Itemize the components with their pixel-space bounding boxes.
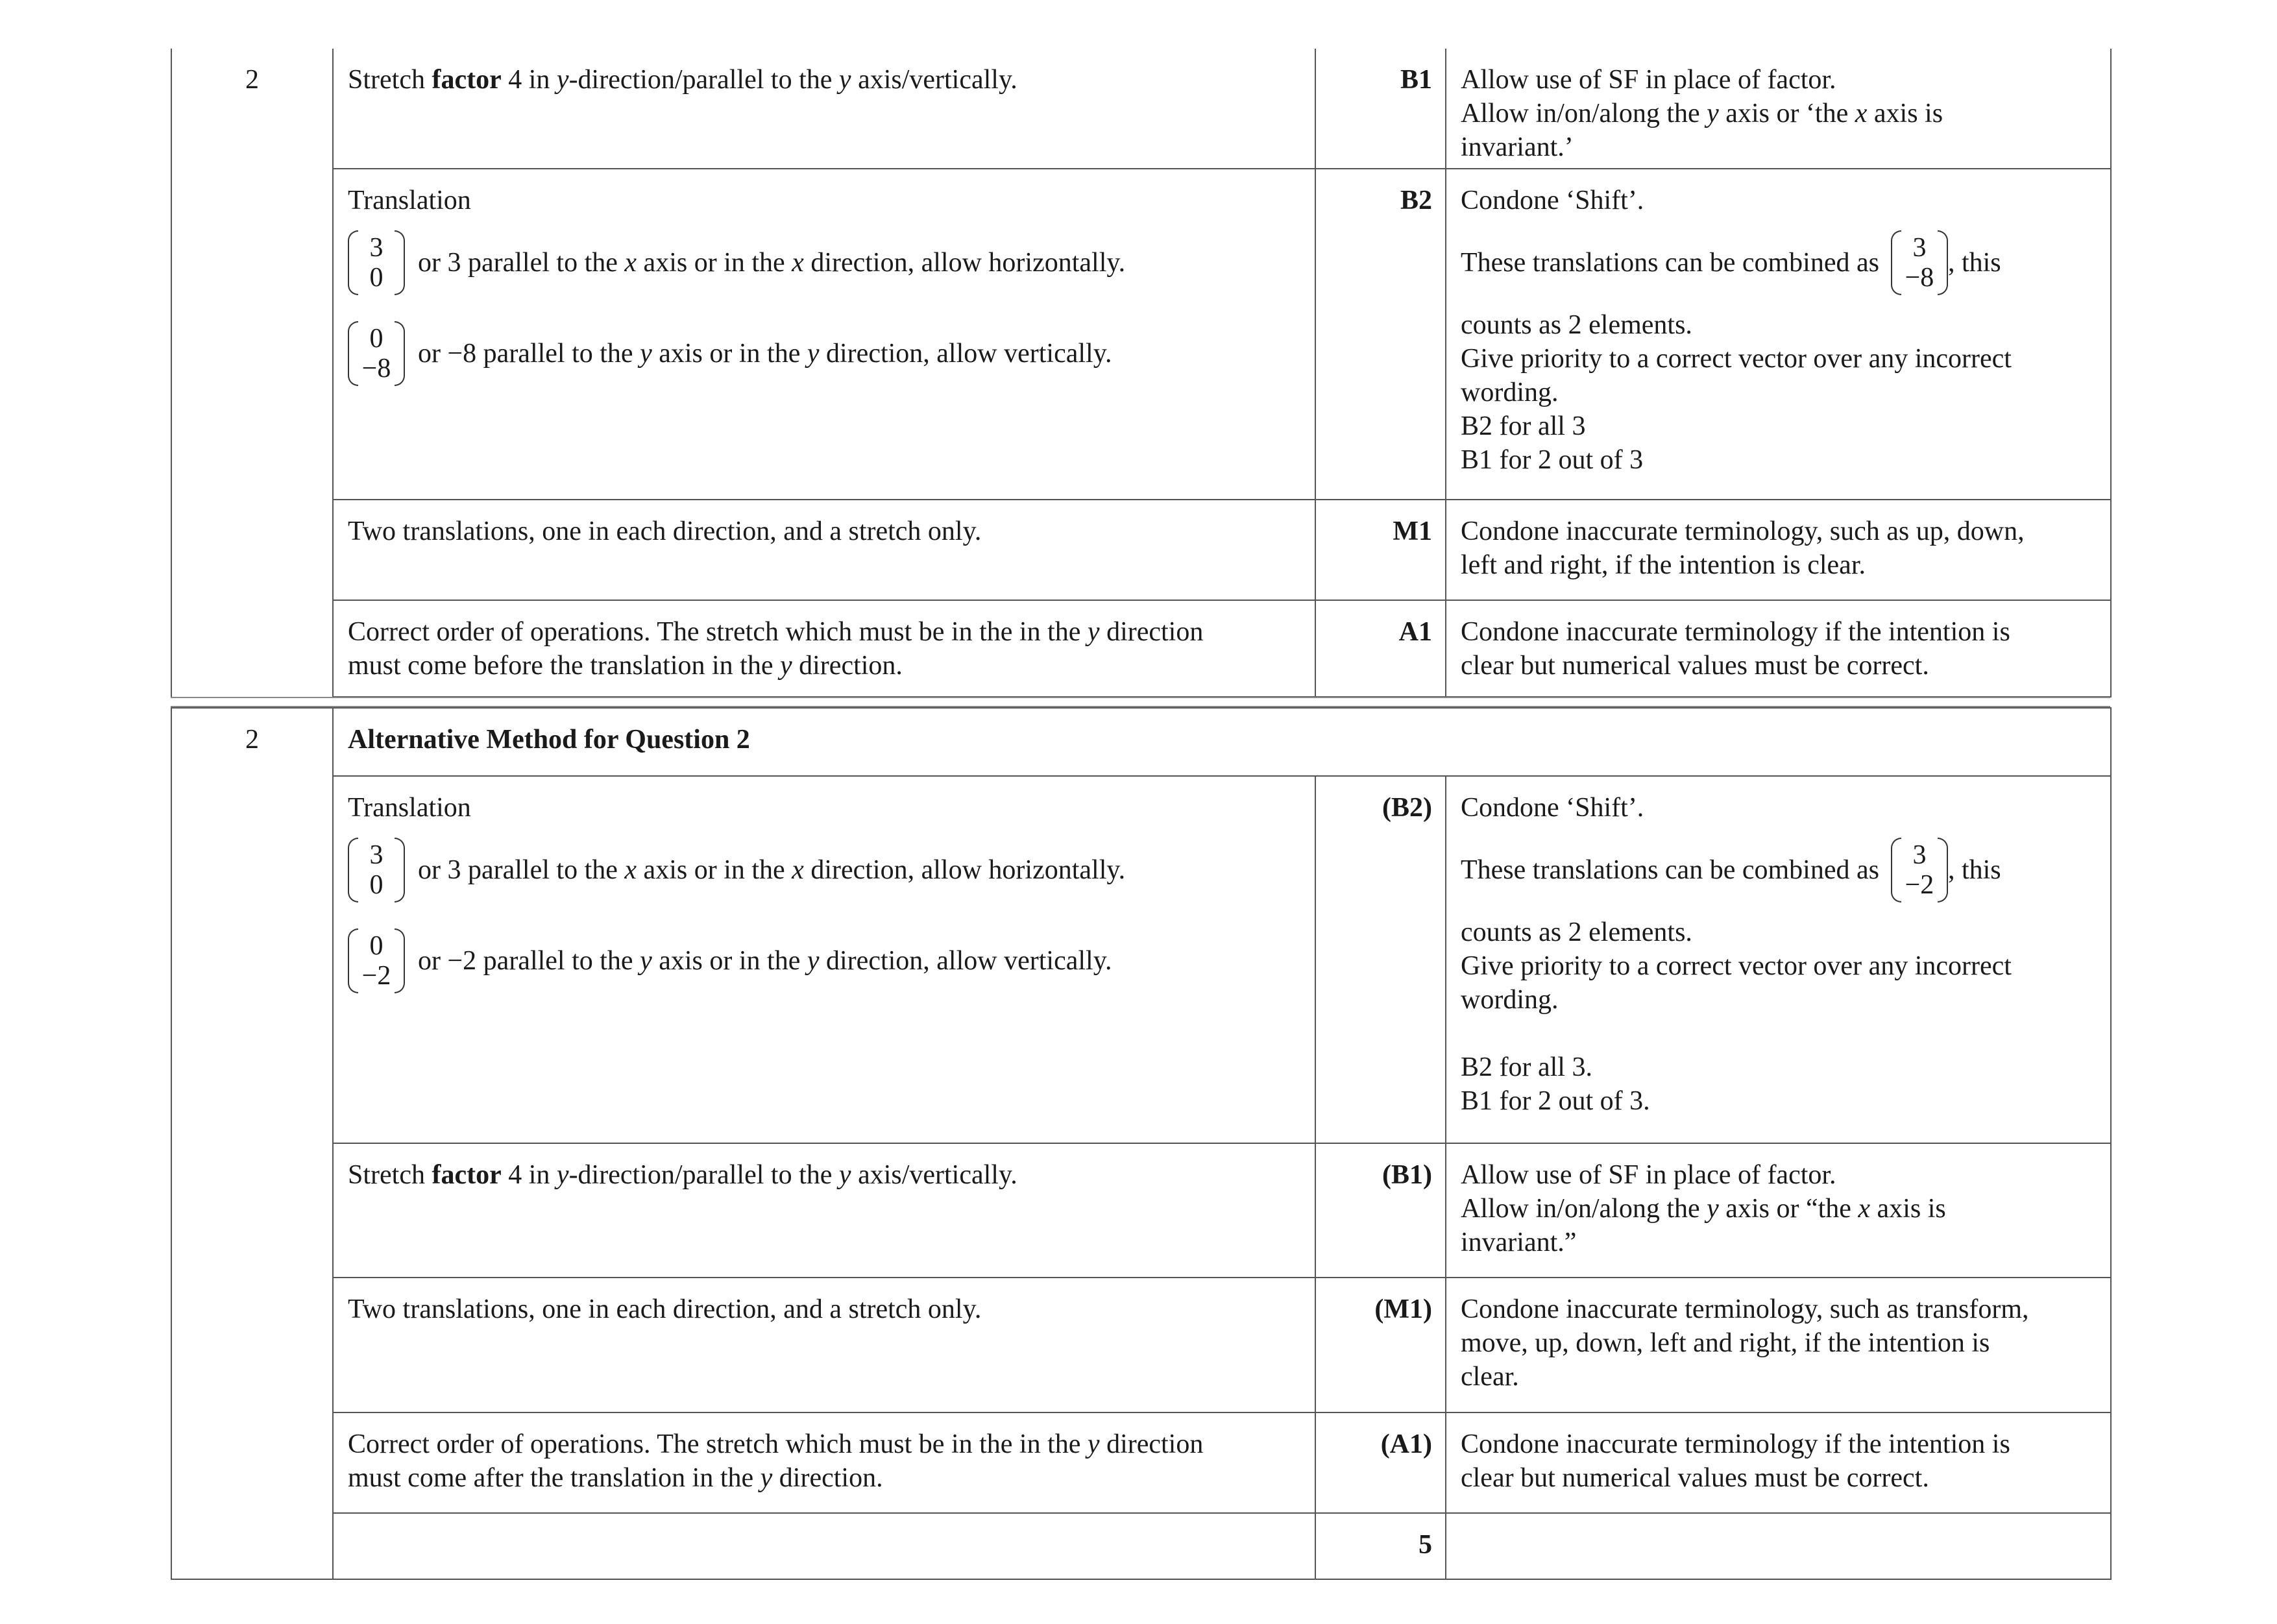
solution-cell bbox=[333, 169, 1315, 500]
table-row bbox=[171, 49, 2111, 169]
total-row bbox=[171, 1513, 2111, 1579]
alternative-method-table bbox=[171, 707, 2112, 1580]
table-separator bbox=[171, 697, 2110, 707]
table-row bbox=[171, 1412, 2111, 1513]
mark-cell: B2 bbox=[1315, 169, 1446, 500]
question-number: 2 bbox=[171, 49, 333, 169]
table-row bbox=[171, 169, 2111, 500]
solution-cell: Stretch factor 4 in y-direction/parallel to the y axis/vertically. bbox=[333, 1143, 1315, 1278]
table-row bbox=[171, 1278, 2111, 1412]
comment-cell: Condone ‘Shift’. These translations can be combined as 3 −2 , this counts as 2 elements. Give priority to a correct vector over any incorrect wording. B2 for all 3. B1 for 2 out of 3. bbox=[1446, 776, 2111, 1143]
solution-cell: Two translations, one in each direction, and a stretch only. bbox=[333, 1278, 1315, 1412]
mark-cell: M1 bbox=[1315, 500, 1446, 600]
mark-cell: A1 bbox=[1315, 600, 1446, 697]
question-number: 2 bbox=[171, 708, 333, 776]
mark-cell: B1 bbox=[1315, 49, 1446, 169]
comment-cell: Condone inaccurate terminology if the intention is clear but numerical values must be correct. bbox=[1446, 1412, 2111, 1513]
mark-cell: (M1) bbox=[1315, 1278, 1446, 1412]
solution-cell bbox=[333, 776, 1315, 1143]
translation-title: Translation bbox=[348, 186, 471, 215]
comment-cell: Condone inaccurate terminology, such as transform, move, up, down, left and right, if the intention is clear. bbox=[1446, 1278, 2111, 1412]
solution-cell: Stretch factor 4 in y-direction/parallel to the y axis/vertically. bbox=[333, 49, 1315, 169]
translation-title: Translation bbox=[348, 793, 471, 823]
column-vector: 3 0 bbox=[348, 230, 405, 295]
table-row bbox=[171, 1143, 2111, 1278]
comment-cell: Allow use of SF in place of factor. Allow in/on/along the y axis or “the x axis is invariant.” bbox=[1446, 1143, 2111, 1278]
comment-cell: Condone inaccurate terminology, such as up, down, left and right, if the intention is clear. bbox=[1446, 500, 2111, 600]
table-row bbox=[171, 500, 2111, 600]
combined-vector-line: These translations can be combined as 3 −8 , this bbox=[1461, 217, 2096, 308]
mark-cell: (A1) bbox=[1315, 1412, 1446, 1513]
column-vector: 3 0 bbox=[348, 838, 405, 903]
table-row bbox=[171, 600, 2111, 697]
column-vector: 0 −2 bbox=[348, 928, 405, 993]
solution-cell: Correct order of operations. The stretch which must be in the in the y direction must come after the translation in the y direction. bbox=[333, 1412, 1315, 1513]
alternative-heading: Alternative Method for Question 2 bbox=[333, 708, 2111, 776]
mark-scheme-table bbox=[171, 49, 2112, 697]
vector-row: 0 −2 or −2 parallel to the y axis or in the y direction, allow vertically. bbox=[348, 915, 1300, 1006]
comment-cell: Condone ‘Shift’. These translations can be combined as 3 −8 , this counts as 2 elements. Give priority to a correct vector over any incorrect wording. B2 for all 3 B1 for 2 out of 3 bbox=[1446, 169, 2111, 500]
comment-cell: Allow use of SF in place of factor. Allow in/on/along the y axis or ‘the x axis is invariant.’ bbox=[1446, 49, 2111, 169]
solution-cell: Two translations, one in each direction, and a stretch only. bbox=[333, 500, 1315, 600]
table-row bbox=[171, 708, 2111, 776]
mark-cell: (B2) bbox=[1315, 776, 1446, 1143]
comment-cell: Condone inaccurate terminology if the intention is clear but numerical values must be correct. bbox=[1446, 600, 2111, 697]
combined-vector-line: These translations can be combined as 3 −2 , this bbox=[1461, 825, 2096, 915]
column-vector: 0 −8 bbox=[348, 321, 405, 386]
vector-row: 0 −8 or −8 parallel to the y axis or in the y direction, allow vertically. bbox=[348, 308, 1300, 399]
column-vector: 3 −8 bbox=[1891, 230, 1948, 295]
mark-cell: (B1) bbox=[1315, 1143, 1446, 1278]
column-vector: 3 −2 bbox=[1891, 838, 1948, 903]
solution-cell: Correct order of operations. The stretch which must be in the in the y direction must come before the translation in the y direction. bbox=[333, 600, 1315, 697]
vector-row: 3 0 or 3 parallel to the x axis or in the x direction, allow horizontally. bbox=[348, 825, 1300, 915]
total-marks: 5 bbox=[1315, 1513, 1446, 1579]
table-row bbox=[171, 776, 2111, 1143]
vector-row: 3 0 or 3 parallel to the x axis or in the x direction, allow horizontally. bbox=[348, 217, 1300, 308]
